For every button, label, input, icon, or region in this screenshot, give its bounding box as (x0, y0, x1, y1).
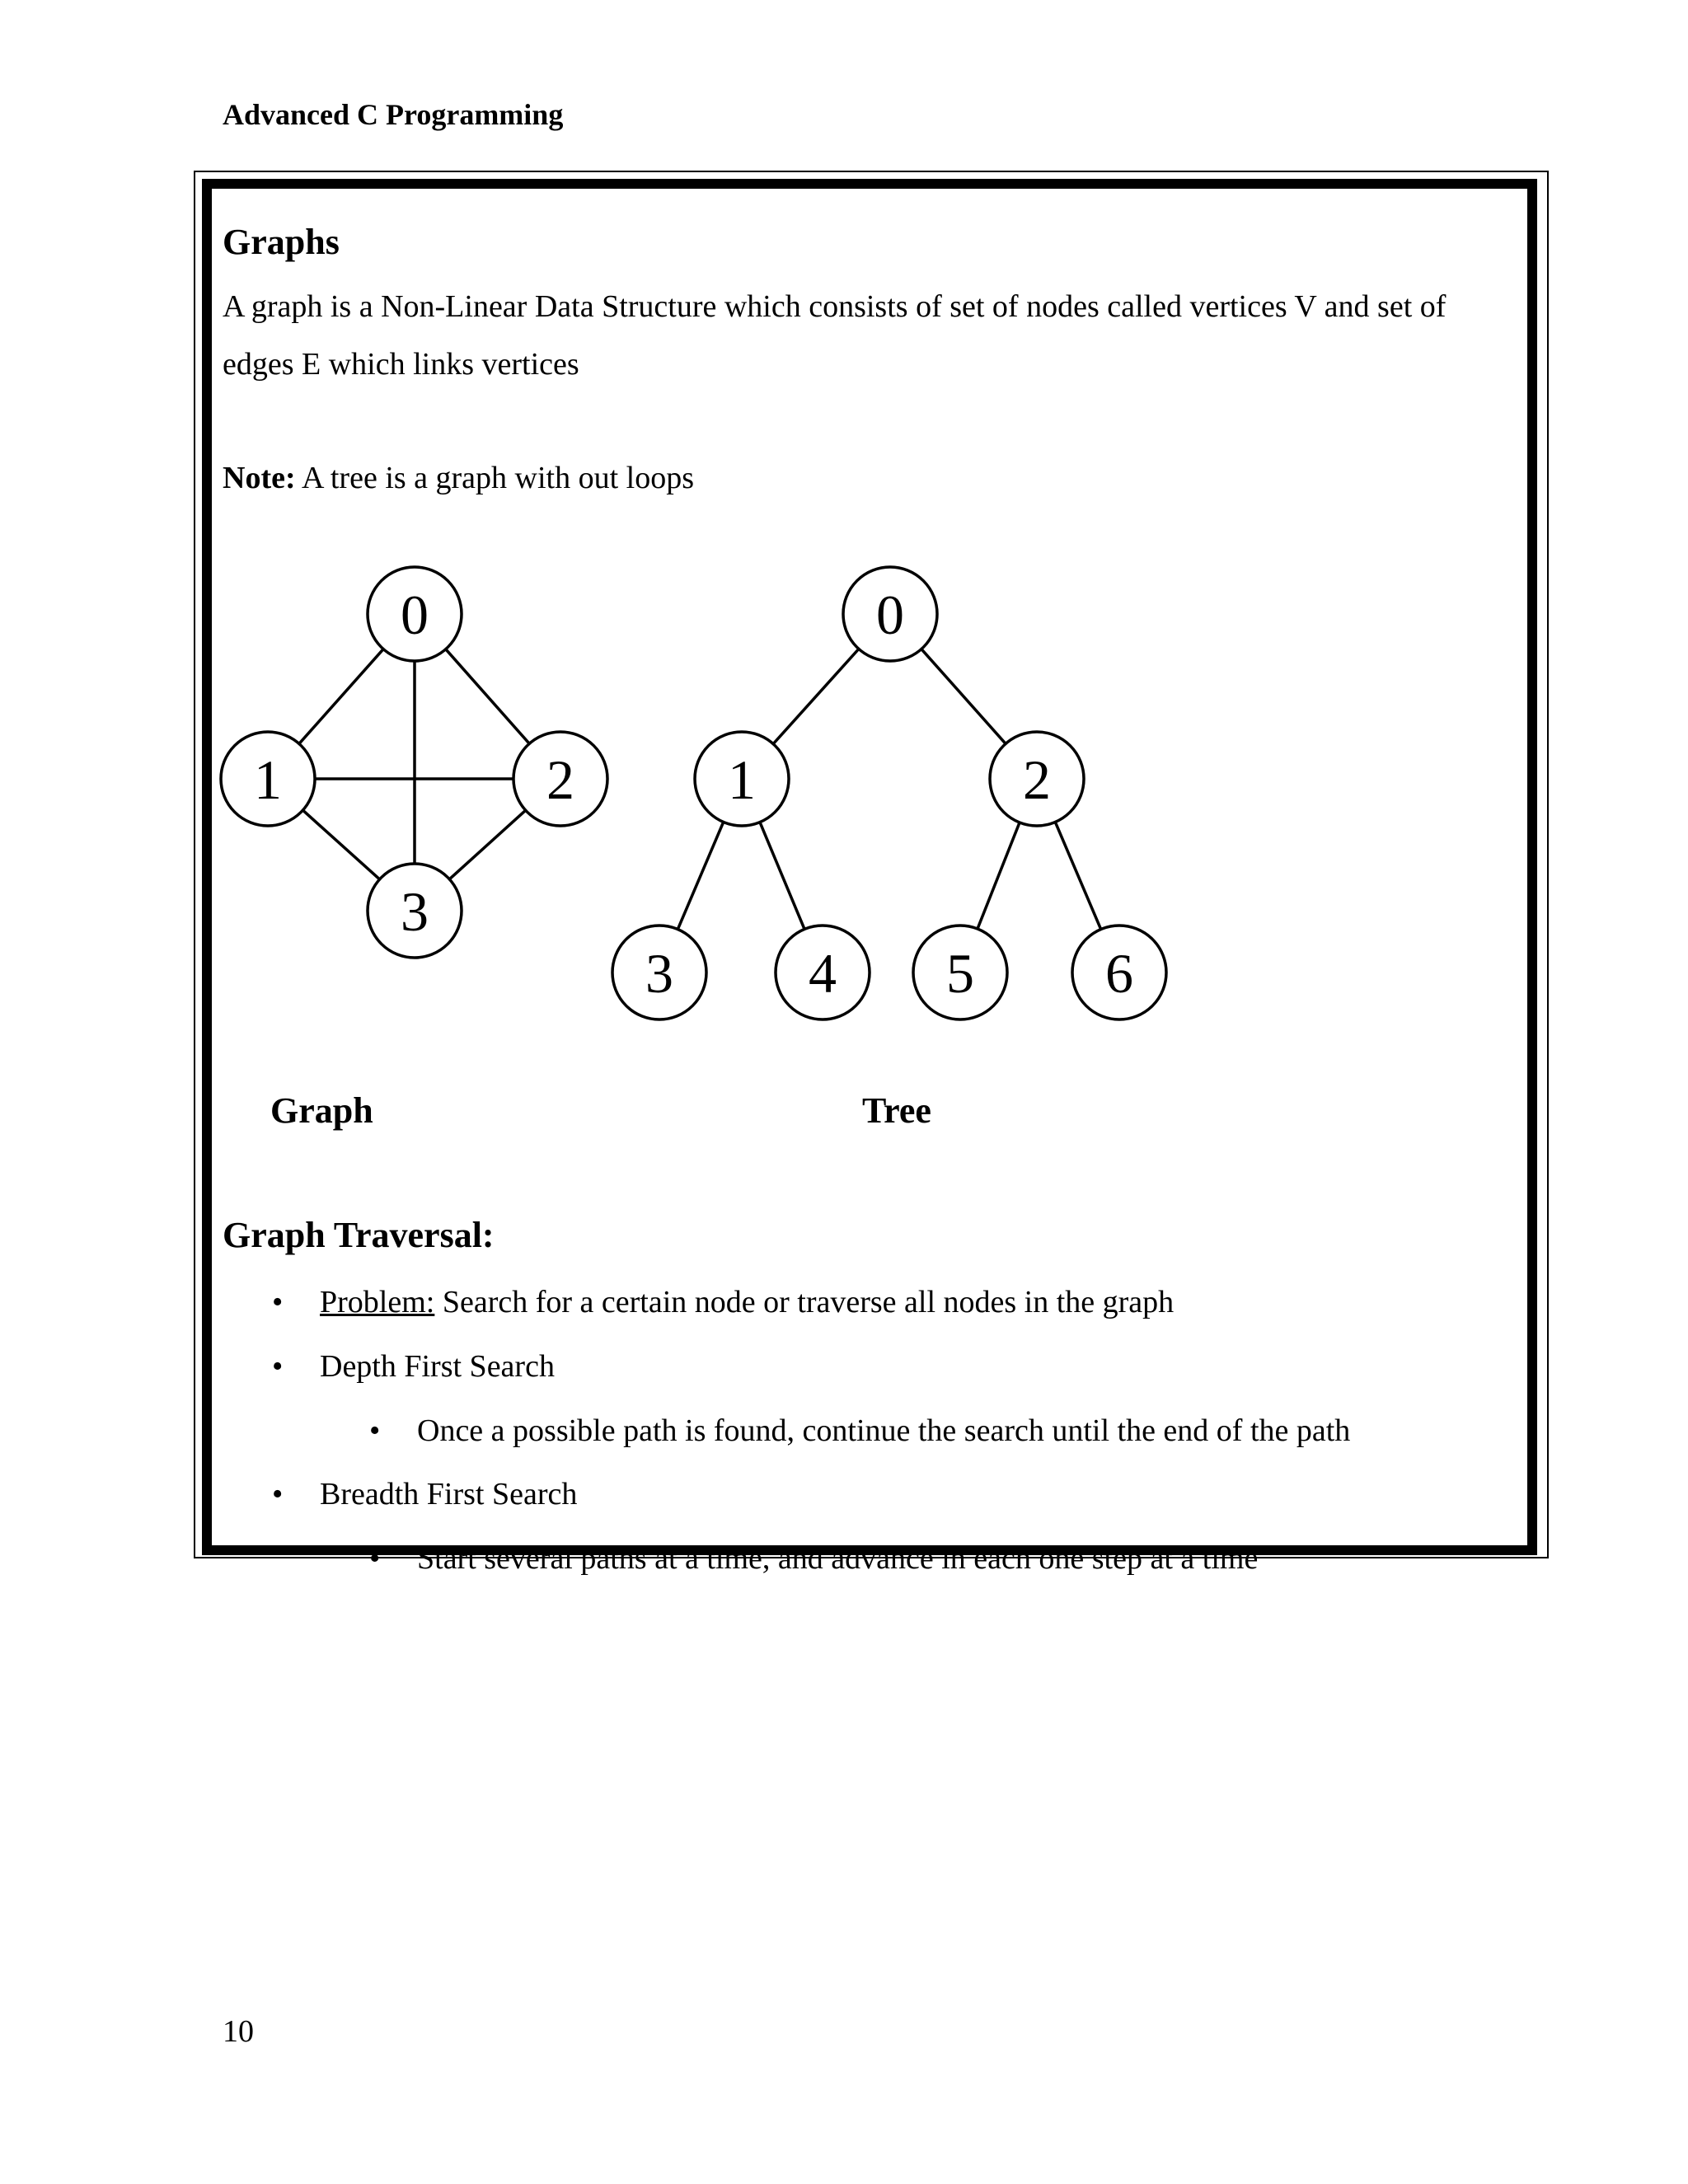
tree-node-label: 2 (1023, 748, 1051, 811)
tree-node-label: 5 (946, 942, 974, 1005)
note-label: Note: (223, 461, 296, 495)
graph-edge-0-1 (299, 649, 383, 744)
bfs-detail-text: Start several paths at a time, and advance in each one step at a time (417, 1541, 1259, 1576)
graph-node-3 (368, 864, 462, 958)
tree-edge-2-6 (1055, 822, 1100, 929)
graph-node-2 (513, 732, 607, 826)
graph-caption: Graph (270, 1090, 373, 1131)
tree-node-0 (843, 567, 937, 661)
graph-node-label: 0 (401, 583, 429, 646)
bullet-problem (272, 1282, 1174, 1323)
bullet-bfs-detail (369, 1538, 1258, 1579)
graph-edge-2-3 (449, 810, 525, 879)
tree-node-label: 1 (728, 748, 756, 811)
tree-edge-1-3 (678, 822, 723, 929)
page-number: 10 (223, 2014, 254, 2049)
tree-edge-0-2 (921, 649, 1006, 744)
graph-definition: A graph is a Non-Linear Data Structure which consists of set of nodes called vertices V and set of edges E which links vertices (223, 289, 1447, 382)
graph-node-label: 3 (401, 880, 429, 943)
bullet-dfs (272, 1346, 555, 1387)
bullet-symbol: • (272, 1477, 284, 1511)
bullet-symbol: • (272, 1349, 284, 1384)
bullet-dfs-detail (369, 1410, 1350, 1451)
tree-node-label: 3 (645, 942, 673, 1005)
tree-caption: Tree (862, 1090, 931, 1131)
tree-node-2 (990, 732, 1084, 826)
bullet-bfs (272, 1474, 577, 1515)
problem-text: Search for a certain node or traverse all nodes in the graph (434, 1285, 1175, 1319)
bullet-symbol: • (272, 1285, 284, 1319)
problem-label: Problem: (320, 1285, 435, 1319)
graph-edge-0-2 (446, 649, 529, 744)
tree-node-1 (695, 732, 789, 826)
bfs-text: Breadth First Search (320, 1477, 578, 1511)
tree-node-5 (913, 926, 1007, 1019)
bullet-symbol: • (369, 1413, 381, 1448)
running-header: Advanced C Programming (223, 98, 564, 131)
tree-node-label: 4 (809, 942, 837, 1005)
tree-node-3 (612, 926, 706, 1019)
tree-node-label: 0 (876, 583, 904, 646)
graph-node-1 (221, 732, 315, 826)
section-title: Graphs (223, 222, 340, 262)
tree-node-label: 6 (1105, 942, 1133, 1005)
bullet-symbol: • (369, 1541, 381, 1576)
graph-node-label: 2 (546, 748, 574, 811)
note-text: A tree is a graph with out loops (295, 461, 695, 495)
graph-edge-1-3 (302, 810, 379, 879)
dfs-text: Depth First Search (320, 1349, 555, 1384)
tree-node-6 (1072, 926, 1166, 1019)
graph-node-label: 1 (254, 748, 282, 811)
traversal-title: Graph Traversal: (223, 1215, 495, 1255)
graph-node-0 (368, 567, 462, 661)
tree-edge-0-1 (773, 649, 859, 743)
dfs-detail-text: Once a possible path is found, continue the search until the end of the path (417, 1413, 1351, 1448)
tree-edge-1-4 (760, 823, 804, 930)
tree-node-4 (776, 926, 870, 1019)
tree-edge-2-5 (978, 823, 1020, 929)
